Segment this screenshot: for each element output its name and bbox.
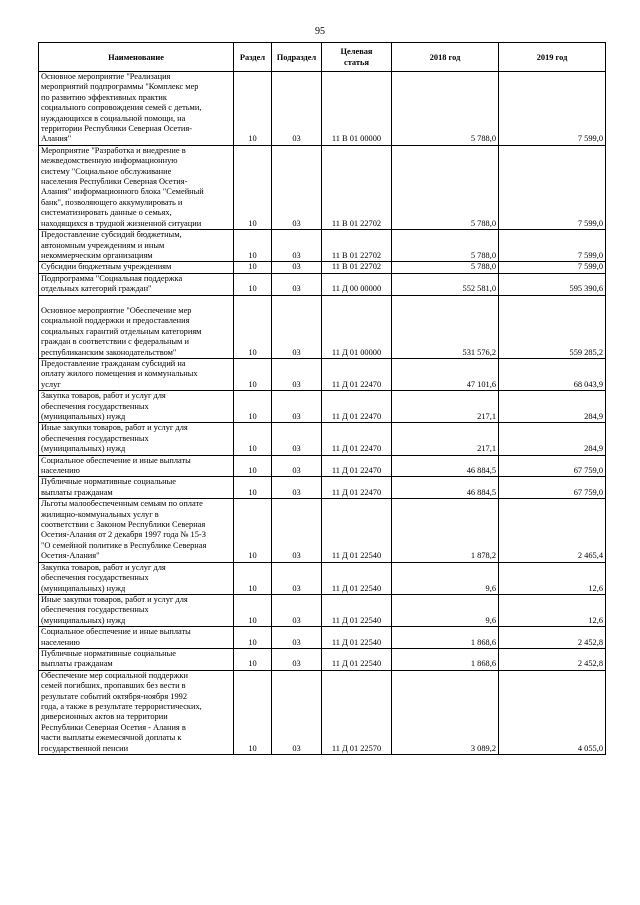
row-value-2019: 7 599,0 xyxy=(499,230,606,262)
row-name: Обеспечение мер социальной поддержки семей погибших, пропавших без вести в результате событий октября-ноября 1992 года, а также в результате террористических, диверсионных актов на территории Республики Северная Осетия - Алания в части выплаты ежемесячной доплаты к государственной пенсии xyxy=(39,670,234,754)
table-row xyxy=(39,230,606,262)
row-name: Предоставление гражданам субсидий на оплату жилого помещения и коммунальных услуг xyxy=(39,358,234,390)
row-section: 10 xyxy=(234,670,272,754)
row-value-2019: 12,6 xyxy=(499,594,606,626)
header-subsection: Подраздел xyxy=(272,43,322,72)
row-value-2018: 9,6 xyxy=(392,594,499,626)
row-target-article: 11 Д 01 22540 xyxy=(322,648,392,670)
row-subsection: 03 xyxy=(272,358,322,390)
header-section: Раздел xyxy=(234,43,272,72)
row-section: 10 xyxy=(234,648,272,670)
row-section: 10 xyxy=(234,423,272,455)
row-name: Субсидии бюджетным учреждениям xyxy=(39,262,234,273)
row-name: Иные закупки товаров, работ и услуг для обеспечения государственных (муниципальных) нужд xyxy=(39,423,234,455)
row-subsection: 03 xyxy=(272,670,322,754)
row-name: Закупка товаров, работ и услуг для обеспечения государственных (муниципальных) нужд xyxy=(39,562,234,594)
row-name: Публичные нормативные социальные выплаты гражданам xyxy=(39,477,234,499)
row-target-article: 11 Д 01 22540 xyxy=(322,562,392,594)
row-target-article: 11 Д 01 22470 xyxy=(322,391,392,423)
row-value-2018: 217,1 xyxy=(392,391,499,423)
header-target-article: Целевая статья xyxy=(322,43,392,72)
table-row xyxy=(39,295,606,358)
row-value-2019: 2 452,8 xyxy=(499,627,606,649)
table-header-row xyxy=(39,43,606,72)
table-row xyxy=(39,670,606,754)
row-section: 10 xyxy=(234,273,272,295)
row-subsection: 03 xyxy=(272,273,322,295)
row-target-article: 11 Д 00 00000 xyxy=(322,273,392,295)
row-target-article: 11 Д 01 22540 xyxy=(322,499,392,562)
budget-table xyxy=(38,42,606,755)
row-name: Основное мероприятие "Реализация мероприятий подпрограммы "Комплекс мер по развитию эффективных практик социального сопровождения семей с детьми, нуждающихся в социальной помощи, на территории Республики Северная Осетия- Алания" xyxy=(39,72,234,146)
row-value-2019: 7 599,0 xyxy=(499,145,606,229)
row-target-article: 11 Д 01 22470 xyxy=(322,477,392,499)
row-value-2018: 47 101,6 xyxy=(392,358,499,390)
row-subsection: 03 xyxy=(272,562,322,594)
row-target-article: 11 В 01 00000 xyxy=(322,72,392,146)
row-subsection: 03 xyxy=(272,499,322,562)
table-row xyxy=(39,594,606,626)
row-value-2019: 68 043,9 xyxy=(499,358,606,390)
row-name: Мероприятие "Разработка и внедрение в межведомственную информационную систему "Социальное обслуживание населения Республики Северная Осетия- Алания" информационного блока "Семейный банк", позволяющего аккумулировать и систематизировать данные о семьях, находящихся в трудной жизненной ситуации xyxy=(39,145,234,229)
row-name: Публичные нормативные социальные выплаты гражданам xyxy=(39,648,234,670)
table-row xyxy=(39,273,606,295)
row-subsection: 03 xyxy=(272,295,322,358)
header-2018: 2018 год xyxy=(392,43,499,72)
row-value-2018: 1 868,6 xyxy=(392,627,499,649)
table-row xyxy=(39,145,606,229)
row-value-2019: 7 599,0 xyxy=(499,262,606,273)
row-value-2018: 5 788,0 xyxy=(392,72,499,146)
row-section: 10 xyxy=(234,499,272,562)
row-value-2018: 531 576,2 xyxy=(392,295,499,358)
table-row xyxy=(39,72,606,146)
table-row xyxy=(39,262,606,273)
row-value-2019: 7 599,0 xyxy=(499,72,606,146)
row-value-2019: 284,9 xyxy=(499,391,606,423)
row-section: 10 xyxy=(234,358,272,390)
row-value-2018: 5 788,0 xyxy=(392,262,499,273)
row-value-2019: 2 452,8 xyxy=(499,648,606,670)
row-subsection: 03 xyxy=(272,262,322,273)
row-target-article: 11 Д 01 00000 xyxy=(322,295,392,358)
row-name: Закупка товаров, работ и услуг для обеспечения государственных (муниципальных) нужд xyxy=(39,391,234,423)
row-value-2018: 5 788,0 xyxy=(392,230,499,262)
row-section: 10 xyxy=(234,477,272,499)
row-section: 10 xyxy=(234,562,272,594)
row-target-article: 11 В 01 22702 xyxy=(322,145,392,229)
row-section: 10 xyxy=(234,594,272,626)
row-value-2019: 12,6 xyxy=(499,562,606,594)
table-row xyxy=(39,391,606,423)
row-section: 10 xyxy=(234,295,272,358)
row-target-article: 11 Д 01 22570 xyxy=(322,670,392,754)
table-row xyxy=(39,648,606,670)
row-subsection: 03 xyxy=(272,423,322,455)
header-name: Наименование xyxy=(39,43,234,72)
table-row xyxy=(39,358,606,390)
row-target-article: 11 В 01 22702 xyxy=(322,262,392,273)
row-subsection: 03 xyxy=(272,627,322,649)
row-section: 10 xyxy=(234,230,272,262)
row-subsection: 03 xyxy=(272,648,322,670)
row-name: Льготы малообеспеченным семьям по оплате жилищно-коммунальных услуг в соответствии с Законом Республики Северная Осетия-Алания от 2 декабря 1997 года № 15-З "О семейной политике в Республике Северная Осетия-Алания" xyxy=(39,499,234,562)
row-section: 10 xyxy=(234,391,272,423)
row-target-article: 11 В 01 22702 xyxy=(322,230,392,262)
row-name: Социальное обеспечение и иные выплаты населению xyxy=(39,455,234,477)
row-target-article: 11 Д 01 22540 xyxy=(322,594,392,626)
row-subsection: 03 xyxy=(272,145,322,229)
row-section: 10 xyxy=(234,145,272,229)
row-value-2019: 595 390,6 xyxy=(499,273,606,295)
row-value-2018: 46 884,5 xyxy=(392,477,499,499)
row-value-2019: 2 465,4 xyxy=(499,499,606,562)
header-2019: 2019 год xyxy=(499,43,606,72)
row-value-2018: 3 089,2 xyxy=(392,670,499,754)
row-section: 10 xyxy=(234,262,272,273)
row-value-2018: 552 581,0 xyxy=(392,273,499,295)
row-value-2019: 4 055,0 xyxy=(499,670,606,754)
row-value-2018: 1 868,6 xyxy=(392,648,499,670)
row-target-article: 11 Д 01 22540 xyxy=(322,627,392,649)
row-target-article: 11 Д 01 22470 xyxy=(322,455,392,477)
row-value-2018: 9,6 xyxy=(392,562,499,594)
row-subsection: 03 xyxy=(272,391,322,423)
row-subsection: 03 xyxy=(272,230,322,262)
row-value-2018: 5 788,0 xyxy=(392,145,499,229)
row-value-2018: 46 884,5 xyxy=(392,455,499,477)
row-name: Подпрограмма "Социальная поддержка отдельных категорий граждан" xyxy=(39,273,234,295)
row-subsection: 03 xyxy=(272,455,322,477)
table-row xyxy=(39,477,606,499)
row-value-2019: 67 759,0 xyxy=(499,477,606,499)
row-target-article: 11 Д 01 22470 xyxy=(322,358,392,390)
row-value-2019: 559 285,2 xyxy=(499,295,606,358)
row-value-2018: 1 878,2 xyxy=(392,499,499,562)
row-value-2019: 67 759,0 xyxy=(499,455,606,477)
row-target-article: 11 Д 01 22470 xyxy=(322,423,392,455)
row-name: Иные закупки товаров, работ и услуг для обеспечения государственных (муниципальных) нужд xyxy=(39,594,234,626)
row-subsection: 03 xyxy=(272,72,322,146)
table-row xyxy=(39,499,606,562)
row-section: 10 xyxy=(234,72,272,146)
row-value-2019: 284,9 xyxy=(499,423,606,455)
row-section: 10 xyxy=(234,627,272,649)
table-row xyxy=(39,423,606,455)
row-section: 10 xyxy=(234,455,272,477)
table-row xyxy=(39,562,606,594)
row-name: Основное мероприятие "Обеспечение мер социальной поддержки и предоставления социальных гарантий отдельным категориям граждан в соответствии с федеральным и республиканским законодательством" xyxy=(39,295,234,358)
row-name: Предоставление субсидий бюджетным, автономным учреждениям и иным некоммерческим организациям xyxy=(39,230,234,262)
row-subsection: 03 xyxy=(272,594,322,626)
row-value-2018: 217,1 xyxy=(392,423,499,455)
page-number: 95 xyxy=(315,26,325,37)
row-subsection: 03 xyxy=(272,477,322,499)
row-name: Социальное обеспечение и иные выплаты населению xyxy=(39,627,234,649)
table-row xyxy=(39,627,606,649)
table-row xyxy=(39,455,606,477)
